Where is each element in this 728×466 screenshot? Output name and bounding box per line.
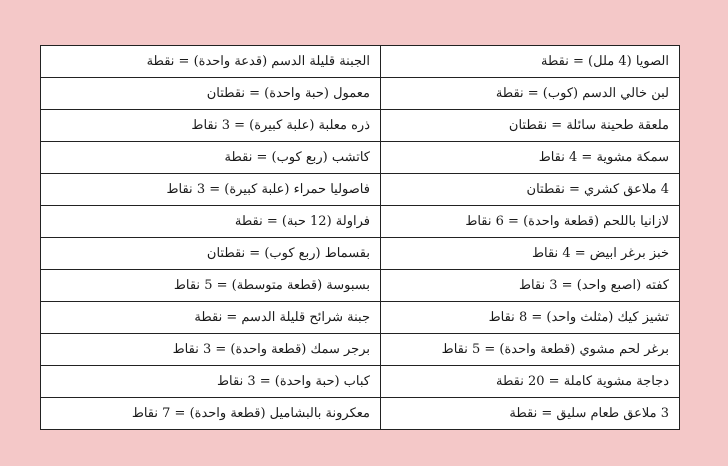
table-row (41, 366, 680, 398)
table-cell-right: خبز برغر ابيض = 4 نقاط (381, 238, 680, 270)
table-cell-right: لبن خالي الدسم (كوب) = نقطة (381, 78, 680, 110)
table-cell-right: ملعقة طحينة سائلة = نقطتان (381, 110, 680, 142)
table-cell-left: جبنة شرائح قليلة الدسم = نقطة (41, 302, 381, 334)
table-cell-right: 4 ملاعق كشري = نقطتان (381, 174, 680, 206)
table-cell-right: دجاجة مشوية كاملة = 20 نقطة (381, 366, 680, 398)
table-row (41, 270, 680, 302)
table-cell-left: كاتشب (ربع كوب) = نقطة (41, 142, 381, 174)
table-cell-left: الجبنة قليلة الدسم (قدعة واحدة) = نقطة (41, 46, 381, 78)
table-row (41, 174, 680, 206)
table-cell-right: لازانيا باللحم (قطعة واحدة) = 6 نقاط (381, 206, 680, 238)
table-row (41, 110, 680, 142)
table-row (41, 302, 680, 334)
table-cell-left: فراولة (12 حبة) = نقطة (41, 206, 381, 238)
table-row (41, 398, 680, 430)
table-cell-right: الصويا (4 ملل) = نقطة (381, 46, 680, 78)
table-cell-left: معكرونة بالبشاميل (قطعة واحدة) = 7 نقاط (41, 398, 381, 430)
table-row (41, 46, 680, 78)
table-cell-left: كباب (حبة واحدة) = 3 نقاط (41, 366, 381, 398)
table-cell-right: برغر لحم مشوي (قطعة واحدة) = 5 نقاط (381, 334, 680, 366)
table-cell-right: كفته (اصبع واحد) = 3 نقاط (381, 270, 680, 302)
table-cell-left: برجر سمك (قطعة واحدة) = 3 نقاط (41, 334, 381, 366)
table-cell-left: بسبوسة (قطعة متوسطة) = 5 نقاط (41, 270, 381, 302)
table-cell-right: سمكة مشوية = 4 نقاط (381, 142, 680, 174)
table-row (41, 78, 680, 110)
table-cell-left: بقسماط (ربع كوب) = نقطتان (41, 238, 381, 270)
food-points-table (40, 45, 680, 430)
table-cell-left: ذره معلبة (علبة كبيرة) = 3 نقاط (41, 110, 381, 142)
table-row (41, 334, 680, 366)
table-cell-left: معمول (حبة واحدة) = نقطتان (41, 78, 381, 110)
table-row (41, 206, 680, 238)
table-cell-right: 3 ملاعق طعام سليق = نقطة (381, 398, 680, 430)
table-row (41, 142, 680, 174)
table-row (41, 238, 680, 270)
table-cell-right: تشيز كيك (مثلث واحد) = 8 نقاط (381, 302, 680, 334)
table-cell-left: فاصوليا حمراء (علبة كبيرة) = 3 نقاط (41, 174, 381, 206)
